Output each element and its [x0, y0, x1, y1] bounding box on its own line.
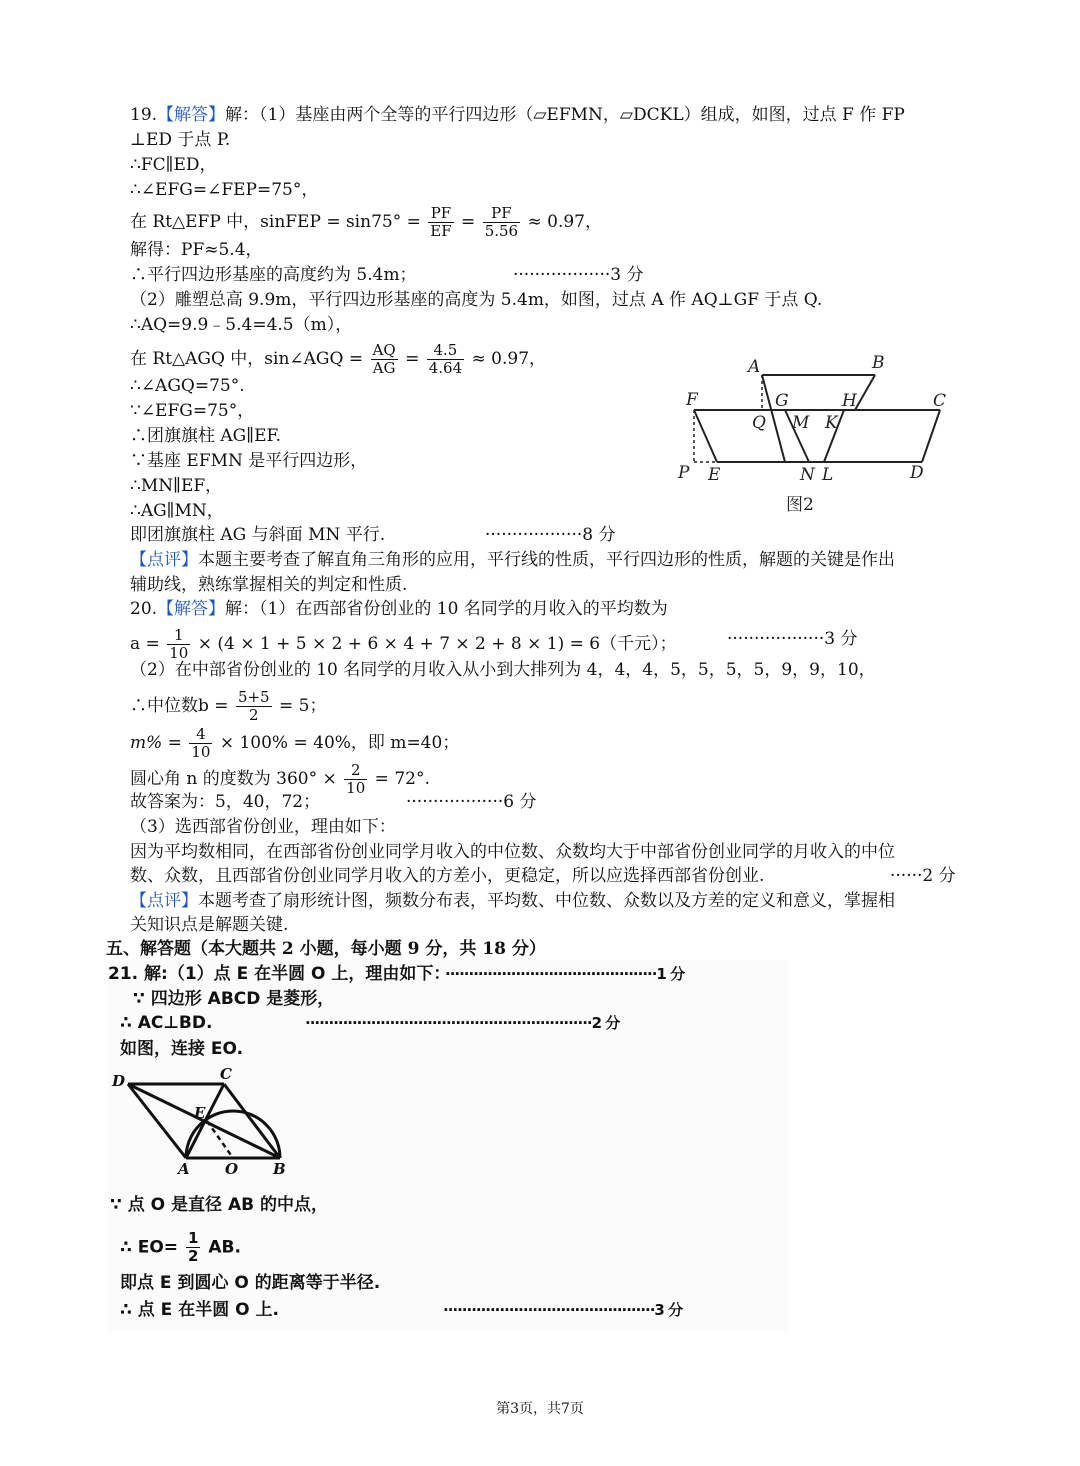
denominator: 5.56 [484, 222, 519, 240]
label-c: C [220, 1066, 232, 1083]
q19-comment-2: 辅助线，熟练掌握相关的判定和性质. [130, 575, 408, 595]
label-n: N [800, 465, 815, 485]
q20-line-5 [130, 726, 459, 761]
q20-l2-post: × (4 × 1 + 5 × 2 + 6 × 4 + 7 × 2 + 8 × 1) = 6（千元）； [197, 634, 677, 654]
fraction-45-464 [427, 342, 464, 377]
numerator: 4.5 [427, 342, 464, 360]
label-a: A [748, 357, 761, 377]
label-g: G [775, 391, 789, 411]
figure-2-caption: 图2 [786, 495, 814, 515]
denominator: 2 [187, 1247, 199, 1265]
dashed-eo [207, 1121, 233, 1158]
segment-da [128, 1084, 186, 1158]
denominator: AG [372, 359, 396, 377]
q19-line-11: ∴∠AGQ=75°. [130, 376, 245, 396]
q21-line-3: ∴ AC⊥BD. [120, 1013, 213, 1033]
q20-comment-tag: 【点评】 [130, 891, 198, 911]
label-q: Q [752, 413, 766, 433]
q19-score-8: ··················8 分 [485, 525, 616, 545]
q19-comment-tag: 【点评】 [130, 550, 198, 570]
q21-line-8: ∴ 点 E 在半圆 O 上. [120, 1300, 279, 1320]
denominator: 4.64 [428, 359, 463, 377]
label-d: D [112, 1072, 126, 1090]
q19-line-5 [130, 205, 602, 240]
q20-line-8: （3）选西部省份创业，理由如下： [130, 817, 396, 837]
q19-l10-post: ≈ 0.97， [471, 349, 547, 369]
q20-comment-1 [130, 889, 895, 913]
numerator: 1 [187, 1229, 199, 1247]
numerator: AQ [372, 341, 396, 359]
fraction-aq-ag [371, 342, 398, 377]
q19-comment-text-1: 本题主要考查了解直角三角形的应用，平行线的性质，平行四边形的性质，解题的关键是作出 [198, 550, 895, 570]
q20-comment-text-1: 本题考查了扇形统计图，频数分布表，平均数、中位数、众数以及方差的定义和意义，掌握相 [198, 891, 895, 911]
fraction-2-10 [344, 762, 367, 797]
q20-line-4 [130, 689, 326, 724]
label-e: E [194, 1104, 206, 1122]
label-e: E [708, 465, 721, 485]
q20-answer-tag: 【解答】 [157, 599, 226, 619]
q20-line-1 [130, 597, 668, 621]
q21-l6-post: AB. [208, 1237, 241, 1258]
q20-l5-pre: m% = [130, 733, 182, 753]
fraction-pf-ef [428, 205, 453, 240]
section-5-heading: 五、解答题（本大题共 2 小题，每小题 9 分，共 18 分） [106, 939, 546, 959]
q19-l5-pre: 在 Rt△EFP 中，sinFEP = sin75° = [130, 212, 421, 232]
label-d: D [910, 463, 924, 483]
q19-line-8: （2）雕塑总高 9.9m，平行四边形基座的高度为 5.4m，如图，过点 A 作 AQ⊥GF 于点 Q. [130, 290, 823, 310]
label-h: H [842, 391, 857, 411]
q19-text-1: 解：（1）基座由两个全等的平行四边形（▱EFMN，▱DCKL）组成，如图，过点 F 作 FP [225, 105, 905, 125]
page-footer: 第3页，共7页 [496, 1401, 584, 1417]
q20-l4-post: = 5； [279, 696, 327, 716]
label-p: P [678, 463, 690, 483]
q19-l10-pre: 在 Rt△AGQ 中，sin∠AGQ = [130, 349, 364, 369]
q20-number: 20. [130, 599, 158, 619]
q21-line-6 [120, 1230, 241, 1265]
numerator: 4 [189, 726, 212, 744]
q21-line-4: 如图，连接 EO. [120, 1039, 244, 1059]
q19-score-3: ··················3 分 [513, 265, 644, 285]
fraction-median [236, 689, 272, 724]
label-b: B [273, 1160, 286, 1178]
q19-line-2: ⊥ED 于点 P. [130, 130, 231, 150]
q19-line-1 [130, 103, 905, 127]
q20-score-2: ······2 分 [890, 866, 956, 886]
q20-l4-pre: ∴中位数b = [130, 696, 229, 716]
q20-text-1: 解：（1）在西部省份创业的 10 名同学的月收入的平均数为 [225, 599, 668, 619]
q19-line-3: ∴FC∥ED， [130, 155, 217, 175]
denominator: 10 [169, 644, 189, 662]
q20-line-2 [130, 627, 677, 662]
q19-answer-tag: 【解答】 [157, 105, 226, 125]
numerator: 5+5 [237, 688, 270, 706]
numerator: 2 [344, 762, 367, 780]
q19-line-6: 解得：PF≈5.4， [130, 240, 263, 260]
q19-l5-post: ≈ 0.97， [527, 212, 602, 232]
q21-score-1: ·············································1 分 [445, 965, 685, 983]
fraction-pf-556 [483, 205, 520, 240]
q19-line-14: ∵基座 EFMN 是平行四边形， [130, 451, 368, 471]
label-o: O [225, 1160, 239, 1178]
q20-comment-2: 关知识点是解题关键. [130, 915, 289, 935]
label-c: C [933, 391, 947, 411]
label-l: L [822, 465, 834, 485]
equals-sign: = [405, 349, 420, 369]
numerator: PF [483, 205, 520, 223]
fraction-1-10 [167, 627, 190, 662]
q20-l6-pre: 圆心角 n 的度数为 360° × [130, 769, 337, 789]
label-k: K [825, 413, 838, 433]
label-b: B [872, 353, 885, 373]
denominator: 10 [191, 743, 211, 761]
q19-line-9: ∴AQ=9.9﹣5.4=4.5（m）， [130, 315, 353, 335]
label-f: F [686, 390, 698, 410]
q21-line-2: ∵ 四边形 ABCD 是菱形， [133, 989, 335, 1009]
denominator: 10 [346, 779, 366, 797]
q21-line-1: 21. 解:（1）点 E 在半圆 O 上，理由如下： [108, 964, 451, 984]
q20-line-10: 数、众数，且西部省份创业同学月收入的方差小，更稳定，所以应选择西部省份创业. [130, 866, 765, 886]
q19-number: 19. [130, 105, 158, 125]
q20-line-7: 故答案为：5，40，72； [130, 792, 321, 812]
segment-bh [855, 375, 875, 410]
equals-sign: = [461, 212, 476, 232]
numerator: 1 [167, 627, 190, 645]
q20-l5-post: × 100% = 40%，即 m=40； [219, 733, 460, 753]
figure-2-diagram [672, 350, 962, 520]
q20-l2-pre: a = [130, 634, 160, 654]
segment-cd [922, 410, 940, 462]
q21-line-5: ∵ 点 O 是直径 AB 的中点， [110, 1195, 328, 1215]
segment-fe [694, 410, 717, 462]
q21-line-7: 即点 E 到圆心 O 的距离等于半径. [120, 1273, 381, 1293]
q20-l6-post: = 72°. [374, 769, 430, 789]
q21-score-2: ·····························································2 分 [305, 1014, 620, 1032]
denominator: 2 [248, 706, 259, 724]
q19-line-12: ∵∠EFG=75°， [130, 401, 255, 421]
q19-comment-1 [130, 548, 895, 572]
q19-line-15: ∴MN∥EF， [130, 476, 223, 496]
q19-line-13: ∴团旗旗柱 AG∥EF. [130, 426, 282, 446]
segment-cb [224, 1084, 280, 1158]
label-a: A [178, 1160, 190, 1178]
label-m: M [792, 413, 810, 433]
q20-score-3: ··················3 分 [727, 629, 858, 649]
q19-line-10 [130, 342, 546, 377]
fraction-4-10 [189, 726, 212, 761]
q20-score-6: ··················6 分 [406, 792, 537, 812]
denominator: EF [430, 222, 452, 240]
q21-score-3: ·············································3 分 [443, 1301, 683, 1319]
fraction-1-2 [186, 1230, 200, 1265]
q19-line-7: ∴平行四边形基座的高度约为 5.4m； [130, 265, 417, 285]
q19-line-17: 即团旗旗柱 AG 与斜面 MN 平行. [130, 525, 386, 545]
q19-line-16: ∴AG∥MN， [130, 501, 224, 521]
q20-line-9: 因为平均数相同，在西部省份创业同学月收入的中位数、众数均大于中部省份创业同学的月收入的中位 [130, 842, 895, 862]
q21-l6-pre: ∴ EO= [120, 1237, 179, 1258]
numerator: PF [428, 205, 453, 223]
q19-line-4: ∴∠EFG=∠FEP=75°， [130, 180, 319, 200]
q20-line-3: （2）在中部省份创业的 10 名同学的月收入从小到大排列为 4，4，4，5，5，5，5，9，9，10， [130, 660, 876, 680]
rhombus-semicircle-figure [110, 1066, 300, 1178]
